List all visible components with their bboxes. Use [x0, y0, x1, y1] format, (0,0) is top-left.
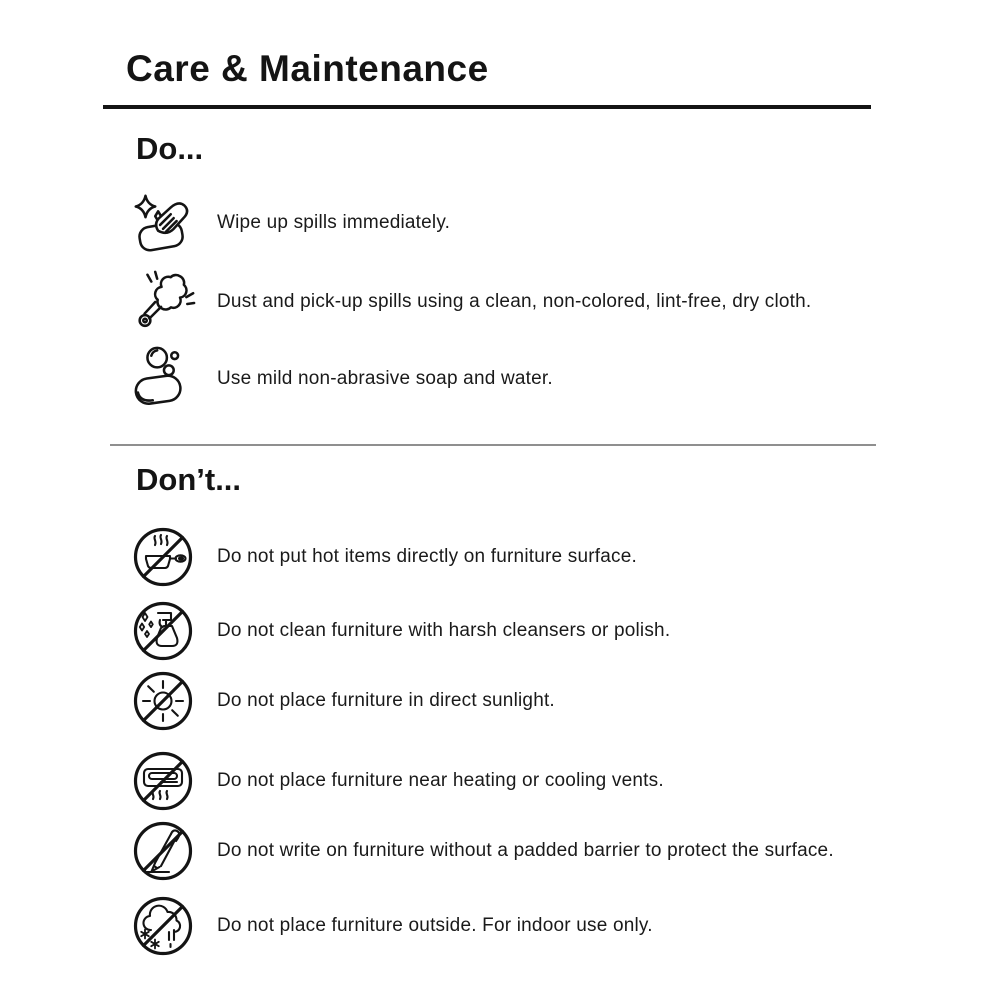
care-item-row — [124, 521, 637, 593]
section-heading-dont: Don’t... — [136, 462, 242, 497]
care-item-text: Do not put hot items directly on furniture surface. — [217, 546, 637, 567]
no-writing-icon — [124, 819, 202, 883]
care-item-row — [124, 595, 670, 667]
section-divider — [110, 444, 876, 446]
care-item-text: Do not place furniture outside. For indoor use only. — [217, 915, 653, 936]
care-item-text: Do not clean furniture with harsh cleansers or polish. — [217, 620, 671, 641]
care-item-row — [124, 815, 834, 887]
no-heating-vents-icon — [124, 749, 202, 813]
duster-icon — [124, 267, 202, 337]
no-direct-sunlight-icon — [124, 669, 202, 733]
care-item-row — [124, 665, 555, 737]
care-item-row — [124, 343, 553, 415]
care-item-row — [124, 266, 811, 338]
section-heading-do: Do... — [136, 131, 204, 166]
care-item-row — [124, 890, 653, 962]
no-hot-items-icon — [124, 525, 202, 589]
wipe-spills-icon — [124, 188, 202, 258]
care-item-text: Wipe up spills immediately. — [217, 212, 451, 233]
care-item-row — [124, 745, 664, 817]
page-title: Care & Maintenance — [126, 48, 489, 89]
care-item-text: Do not place furniture near heating or cooling vents. — [217, 770, 664, 791]
no-harsh-cleansers-icon — [124, 599, 202, 663]
no-outdoor-use-icon — [124, 894, 202, 958]
soap-icon — [124, 344, 202, 414]
care-item-text: Do not write on furniture without a padded barrier to protect the surface. — [217, 840, 834, 861]
care-item-row — [124, 187, 450, 259]
care-item-text: Dust and pick-up spills using a clean, non-colored, lint-free, dry cloth. — [217, 291, 812, 312]
care-item-text: Do not place furniture in direct sunlight. — [217, 690, 555, 711]
care-item-text: Use mild non-abrasive soap and water. — [217, 368, 553, 389]
title-divider — [103, 105, 871, 109]
